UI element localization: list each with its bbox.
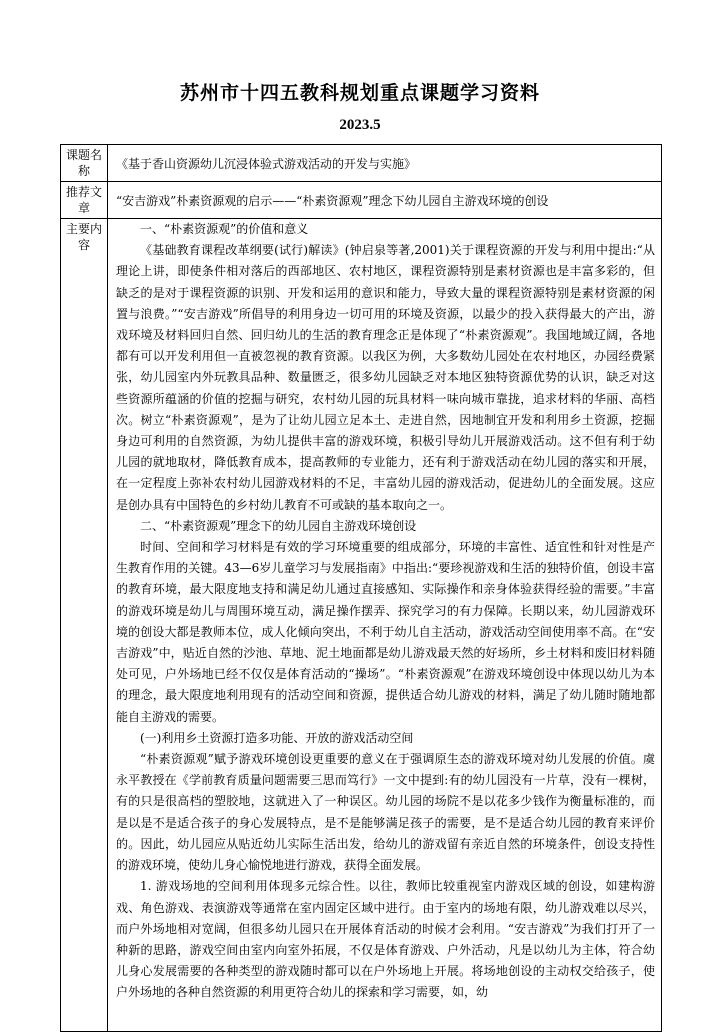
paragraph-1: 《基础教育课程改革纲要(试行)解读》(钟启泉等著,2001)关于课程资源的开发与利用中提出:“从理论上讲，即使条件相对落后的西部地区、农村地区，课程资源特别是素材资源也是丰富多彩的，但缺乏的是对于课程资源的识别、开发和运用的意识和能力，导致大量的课程资源特别是素材资源的闲置与浪费。”“安吉游戏”所倡导的利用身边一切可用的环境及资源，以最少的投入获得最大的产出，游戏环境及材料回归自然、回归幼儿的生活的教育理念正是体现了“朴素资源观”。我国地域辽阔，各地都有可以开发利用但一直被忽视的教育资源。以我区为例，大多数幼儿园处在农村地区，办园经费紧张，幼儿园室内外玩教具品种、数量匮乏，很多幼儿园缺乏对本地区独特资源优势的认识，缺乏对这些资源所蕴涵的价值的挖掘与研究，农村幼儿园的玩具材料一味向城市靠拢，追求材料的华丽、高档次。树立“朴素资源观”，是为了让幼儿园立足本土、走进自然，因地制宜开发和利用乡土资源，挖掘身边可利用的自然资源，为幼儿提供丰富的游戏环境，积极引导幼儿开展游戏活动。这不但有利于幼儿园的就地取材，降低教育成本，提高教师的专业能力，还有利于游戏活动在幼儿园的落实和开展，在一定程度上弥补农村幼儿园游戏材料的不足，丰富幼儿园的游戏活动，促进幼儿的全面发展。这应是创办具有中国特色的乡村幼儿教育不可或缺的基本取向之一。 <box>116 243 655 512</box>
paragraph-2: 时间、空间和学习材料是有效的学习环境重要的组成部分，环境的丰富性、适宜性和针对性是产生教育作用的关键。43—6岁儿童学习与发展指南》中指出:“要珍视游戏和生活的独特价值，创设丰富的教育环境，最大限度地支持和满足幼儿通过直接感知、实际操作和亲身体验获得经验的需要。”丰富的游戏环境是幼儿与周围环境互动，满足操作摆弄、探究学习的有力保障。长期以来，幼儿园游戏环境的创设大都是教师本位，成人化倾向突出，不利于幼儿自主活动，游戏活动空间使用率不高。在“安吉游戏”中，贴近自然的沙池、草地、泥土地面都是幼儿游戏最天然的好场所，乡土材料和废旧材料随处可见，户外场地已经不仅仅是体育活动的“操场”。“朴素资源观”在游戏环境创设中体现以幼儿为本的理念，最大限度地利用现有的活动空间和资源，提供适合幼儿游戏的材料，满足了幼儿随时随地都能自主游戏的需要。 <box>116 540 655 724</box>
paragraph-4: 1. 游戏场地的空间利用体现多元综合性。以往，教师比较重视室内游戏区域的创设，如建构游戏、角色游戏、表演游戏等通常在室内固定区域中进行。由于室内的场地有限，幼儿游戏难以尽兴，而户外场地相对宽阔，但很多幼儿园只在开展体育活动的时候才会利用。“安吉游戏”为我们打开了一种新的思路，游戏空间由室内向室外拓展，不仅是体育游戏、户外活动，凡是以幼儿为主体，符合幼儿身心发展需要的各种类型的游戏随时都可以在户外场地上开展。将场地创设的主动权交给孩子，使户外场地的各种自然资源的利用更符合幼儿的探索和学习需要，如，幼 <box>116 879 655 1000</box>
article-row <box>61 182 662 219</box>
topic-row <box>61 145 662 182</box>
study-material-table <box>60 144 662 1032</box>
article-value: “安吉游戏”朴素资源观的启示——“朴素资源观”理念下幼儿园自主游戏环境的创设 <box>108 182 662 219</box>
topic-label: 课题名称 <box>61 145 108 182</box>
content-label: 主要内容 <box>61 219 108 1032</box>
article-label: 推荐文章 <box>61 182 108 219</box>
section-heading-2: 二、“朴素资源观”理念下的幼儿园自主游戏环境创设 <box>140 518 417 533</box>
paragraph-3: “朴素资源观”赋予游戏环境创设更重要的意义在于强调原生态的游戏环境对幼儿发展的价值。虞永平教授在《学前教育质量问题需要三思而笃行》一文中提到:有的幼儿园没有一片草，没有一棵树，有的只是很高档的塑胶地，这就进入了一种误区。幼儿园的场院不是以花多少钱作为衡量标准的，而是以是不是适合孩子的身心发展特点，是不是能够满足孩子的需要，是不是适合幼儿园的教育来评价的。因此，幼儿园应从贴近幼儿实际生活出发，给幼儿的游戏留有亲近自然的环境条件，创设支持性的游戏环境，使幼儿身心愉悦地进行游戏，获得全面发展。 <box>116 752 655 873</box>
page-title: 苏州市十四五教科规划重点课题学习资料 <box>179 82 540 104</box>
subsection-heading-1: (一)利用乡土资源打造多功能、开放的游戏活动空间 <box>140 730 414 745</box>
document-date: 2023.5 <box>339 117 381 133</box>
content-row <box>61 219 662 1032</box>
topic-value: 《基于香山资源幼儿沉浸体验式游戏活动的开发与实施》 <box>108 145 662 182</box>
section-heading-1: 一、“朴素资源观”的价值和意义 <box>140 222 309 236</box>
content-body <box>108 219 662 1032</box>
